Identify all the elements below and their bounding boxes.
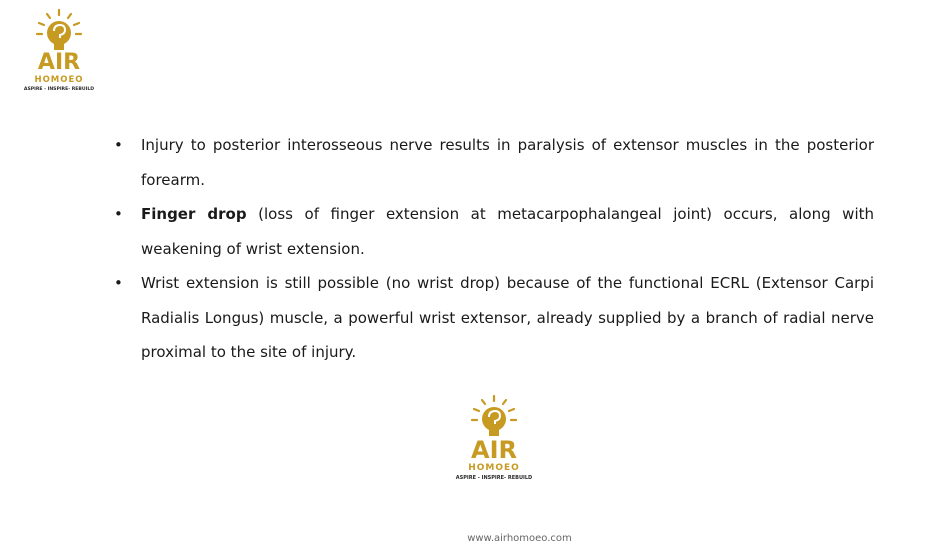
bullet-item [114,197,874,266]
bullet-marker: • [114,205,123,223]
bullet-marker: • [114,136,123,154]
bullet-marker: • [114,274,123,292]
website-link[interactable]: www.airhomoeo.com [467,533,572,544]
bullet-item [114,266,874,370]
logo-sub-text: HOMOEO [468,463,520,473]
lightbulb-icon [33,8,85,54]
brand-logo-top [18,8,100,92]
logo-sub-text: HOMOEO [34,75,84,85]
lightbulb-icon [468,394,520,440]
brand-logo-center [449,394,539,481]
bullet-text: (loss of finger extension at metacarpophalangeal joint) occurs, along with weakening of wrist extension. [141,205,874,258]
bullet-text: Injury to posterior interosseous nerve results in paralysis of extensor muscles in the posterior forearm. [141,136,874,189]
logo-tagline: ASPIRE - INSPIRE- REBUILD [455,475,533,481]
bullet-list [114,128,874,370]
logo-brand-text: AIR [37,50,81,75]
bullet-item [114,128,874,197]
bullet-bold-text: Finger drop [141,205,247,223]
logo-brand-text: AIR [471,436,517,464]
logo-tagline: ASPIRE - INSPIRE- REBUILD [23,86,95,92]
bullet-text: Wrist extension is still possible (no wrist drop) because of the functional ECRL (Extensor Carpi Radialis Longus) muscle, a powerful wrist extensor, already supplied by a branch of radial nerve proximal to the site of injury. [141,274,874,361]
